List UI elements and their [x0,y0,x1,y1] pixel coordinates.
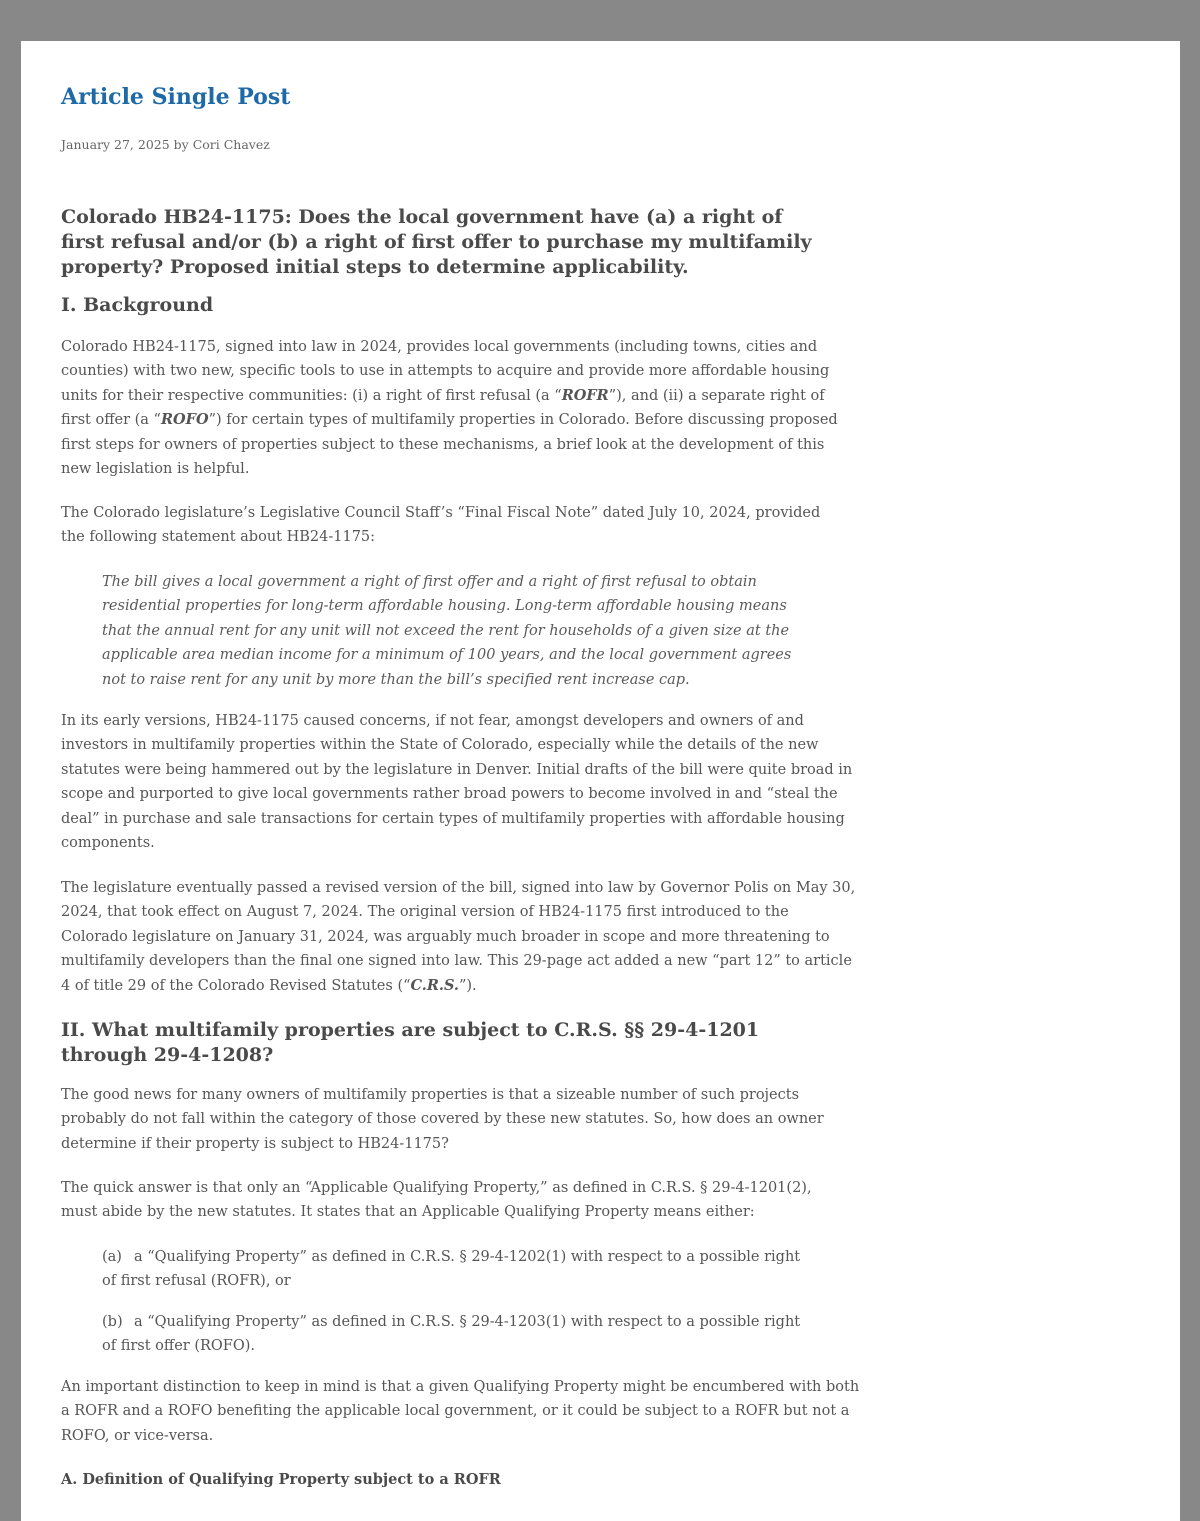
paragraph-good-news: The good news for many owners of multifamily properties is that a sizeable number of such projects probably do not fall within the category of those covered by these new statutes. So, how does an owner determine if their property is subject to HB24-1175? [61,1087,824,1152]
post-title[interactable]: Article Single Post [61,84,291,110]
blockquote-fiscal-note: The bill gives a local government a right of first offer and a right of first refusal to obtain residential properties for long-term affordable housing. Long-term affordable housing means that the annual rent for any unit will not exceed the rent for households of a given size at the applicable area median income for a minimum of 100 years, and the local government agrees not to raise rent for any unit by more than the bill’s specified rent increase cap. [102,574,792,688]
paragraph-quick-answer: The quick answer is that only an “Applicable Qualifying Property,” as defined in C.R.S. § 29-4-1201(2), must abide by the new statutes. It states that an Applicable Qualifying Property means either: [61,1180,812,1221]
paragraph-revised-part-b: ”). [458,977,477,994]
term-rofr: ROFR [561,386,609,404]
list-item-text: a “Qualifying Property” as defined in C.R.S. § 29-4-1202(1) with respect to a possible right of first refusal (ROFR), or [102,1249,801,1290]
list-item-text: a “Qualifying Property” as defined in C.R.S. § 29-4-1203(1) with respect to a possible right of first offer (ROFO). [102,1314,801,1355]
section-heading-applicability: II. What multifamily properties are subject to C.R.S. §§ 29-4-1201 through 29-4-1208? [61,1019,760,1066]
paragraph-intro [61,335,856,481]
subsection-heading-rofr: A. Definition of Qualifying Property subject to a ROFR [61,1471,501,1488]
paragraph-revised-version [61,876,856,998]
list-item-label: (a) [102,1249,122,1265]
article-page [21,41,1180,1521]
paragraph-revised-part-a: The legislature eventually passed a revised version of the bill, signed into law by Governor Polis on May 30, 2024, that took effect on August 7, 2024. The original version of HB24-1175 first introduced to the Colorado legislature on January 31, 2024, was arguably much broader in scope and more threatening to multifamily developers than the final one signed into law. This 29-page act added a new “part 12” to article 4 of title 29 of the Colorado Revised Statutes (“ [61,880,856,994]
list-item-a [102,1245,802,1294]
paragraph-fiscal-note: The Colorado legislature’s Legislative Council Staff’s “Final Fiscal Note” dated July 10, 2024, provided the following statement about HB24-1175: [61,505,821,546]
paragraph-intro-part-c: ”) for certain types of multifamily properties in Colorado. Before discussing proposed first steps for owners of properties subject to these mechanisms, a brief look at the development of this new legislation is helpful. [61,412,838,478]
paragraph-intro-part-b: ”), and (ii) a separate right of first offer (a “ [61,387,825,429]
list-item-label: (b) [102,1314,123,1330]
paragraph-distinction: An important distinction to keep in mind is that a given Qualifying Property might be encumbered with both a ROFR and a ROFO benefiting the applicable local government, or it could be subject to a ROFR but not a ROFO, or vice-versa. [61,1379,860,1444]
post-meta: January 27, 2025 by Cori Chavez [61,137,270,152]
term-crs: C.R.S. [410,976,459,994]
article-heading: Colorado HB24-1175: Does the local government have (a) a right of first refusal and/or (b) a right of first offer to purchase my multifamily property? Proposed initial steps to determine applicability. [61,206,812,278]
section-heading-background: I. Background [61,294,214,316]
article-content [61,83,861,154]
paragraph-early-versions: In its early versions, HB24-1175 caused concerns, if not fear, amongst developers and owners of and investors in multifamily properties within the State of Colorado, especially while the details of the new statutes were being hammered out by the legislature in Denver. Initial drafts of the bill were quite broad in scope and purported to give local governments rather broad powers to become involved in and “steal the deal” in purchase and sale transactions for certain types of multifamily properties with affordable housing components. [61,713,853,852]
list-item-b [102,1310,802,1359]
paragraph-intro-part-a: Colorado HB24-1175, signed into law in 2024, provides local governments (including towns, cities and counties) with two new, specific tools to use in attempts to acquire and provide more affordable housing units for their respective communities: (i) a right of first refusal (a “ [61,339,830,404]
term-rofo: ROFO [160,411,209,429]
